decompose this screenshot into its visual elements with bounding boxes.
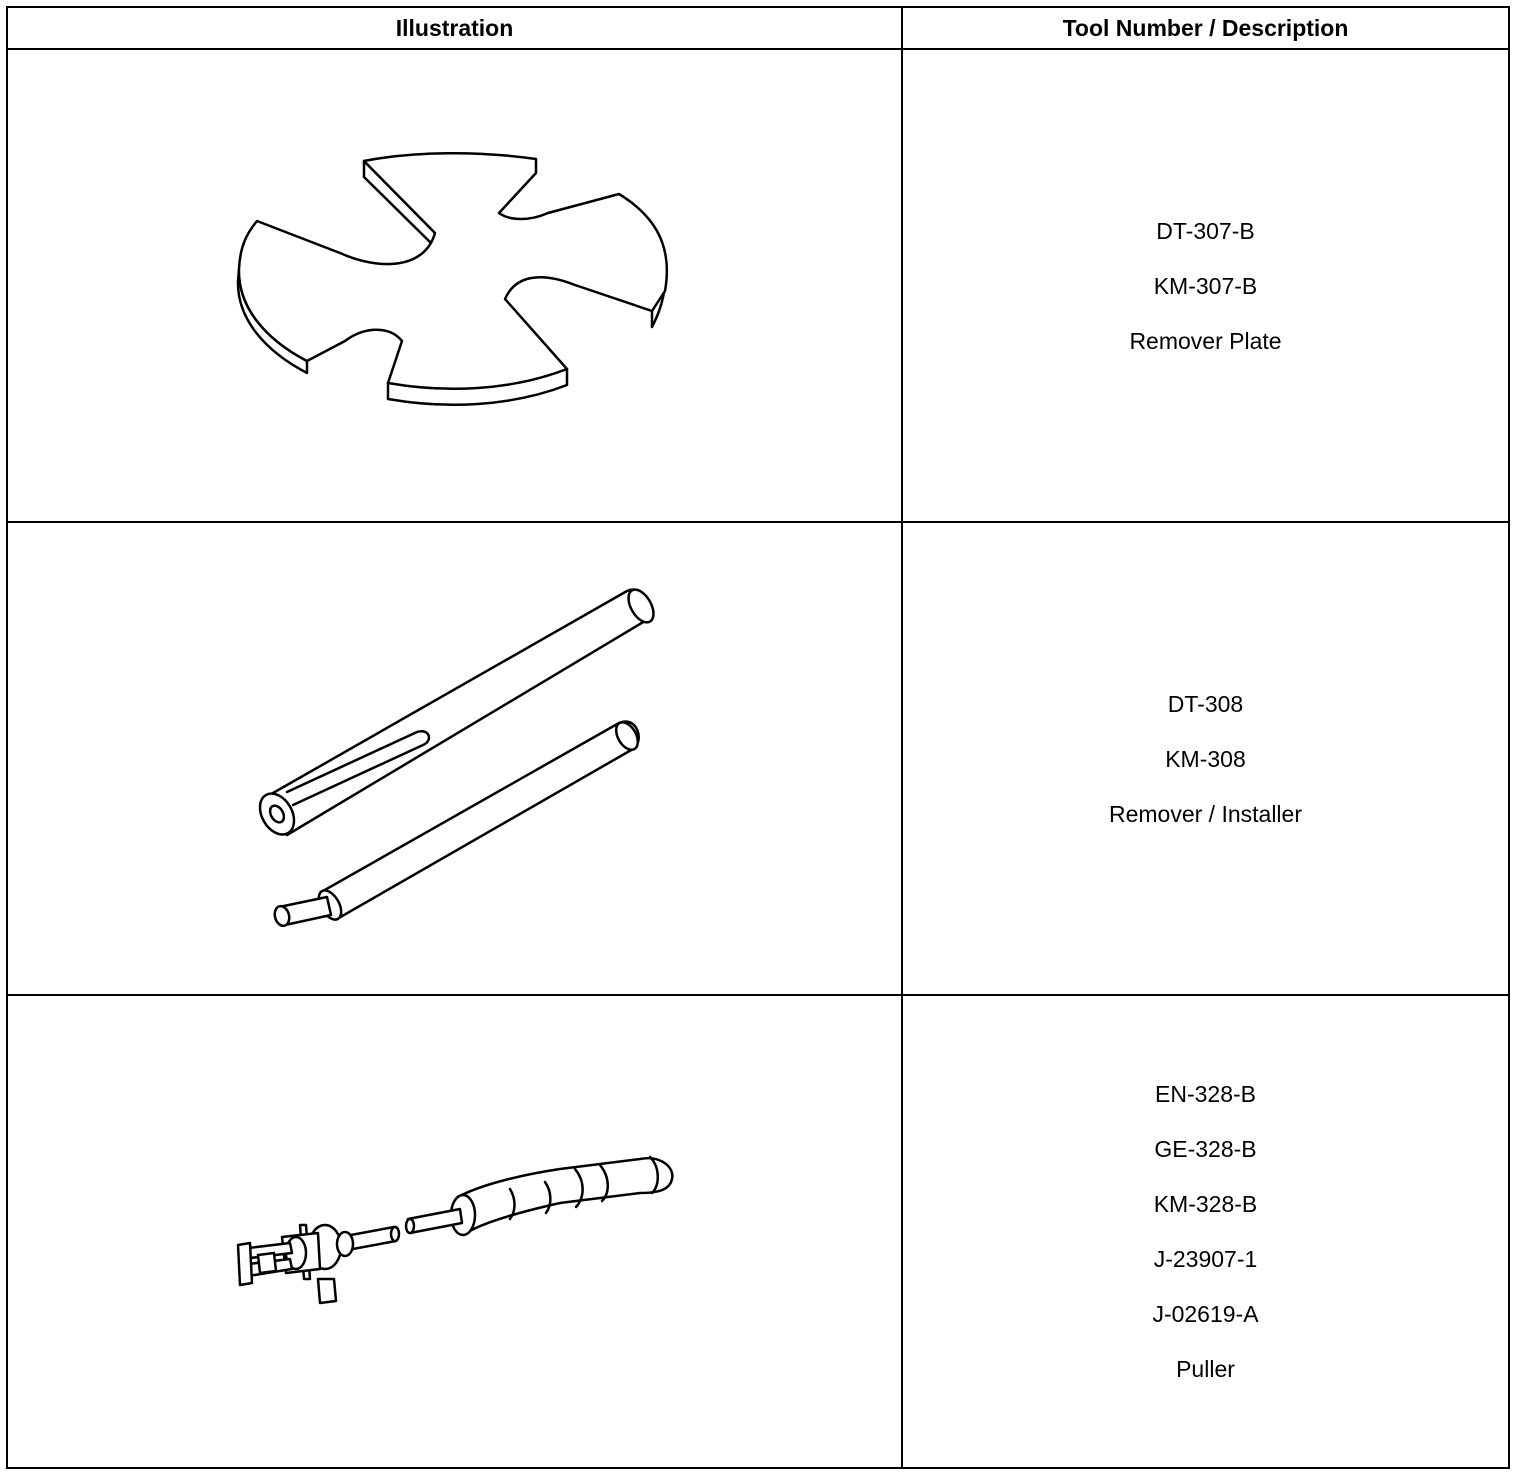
- table-row: [7, 49, 1509, 522]
- special-tools-table: [6, 6, 1510, 1469]
- illustration-column-header: Illustration: [7, 7, 902, 49]
- tool-description: Remover Plate: [1129, 327, 1282, 354]
- table-row: [7, 522, 1509, 995]
- remover-installer-icon: [245, 579, 665, 939]
- remover-plate-icon: [225, 146, 685, 426]
- illustration-cell: [7, 995, 902, 1468]
- tool-number: KM-307-B: [1153, 272, 1258, 299]
- table-row: [7, 995, 1509, 1468]
- description-cell: [902, 995, 1509, 1468]
- tool-description: Puller: [1176, 1356, 1235, 1382]
- tool-number: DT-308: [1167, 690, 1244, 717]
- tool-number: KM-328-B: [1153, 1191, 1258, 1217]
- tool-description: Remover / Installer: [1108, 800, 1302, 827]
- description-column-header: Tool Number / Description: [902, 7, 1509, 49]
- puller-icon: [225, 1142, 685, 1322]
- illustration-cell: [7, 522, 902, 995]
- tool-number-list: [903, 1080, 1508, 1383]
- tool-number-list: [903, 217, 1508, 355]
- tool-number-list: [903, 690, 1508, 828]
- description-cell: [902, 522, 1509, 995]
- illustration-cell: [7, 49, 902, 522]
- tool-number: KM-308: [1165, 745, 1246, 772]
- tool-number: J-23907-1: [1153, 1246, 1258, 1272]
- header-row: [7, 7, 1509, 49]
- tool-number: GE-328-B: [1154, 1136, 1257, 1162]
- tool-number: EN-328-B: [1155, 1081, 1256, 1107]
- tool-number: DT-307-B: [1156, 217, 1255, 244]
- description-cell: [902, 49, 1509, 522]
- tool-number: J-02619-A: [1152, 1301, 1259, 1327]
